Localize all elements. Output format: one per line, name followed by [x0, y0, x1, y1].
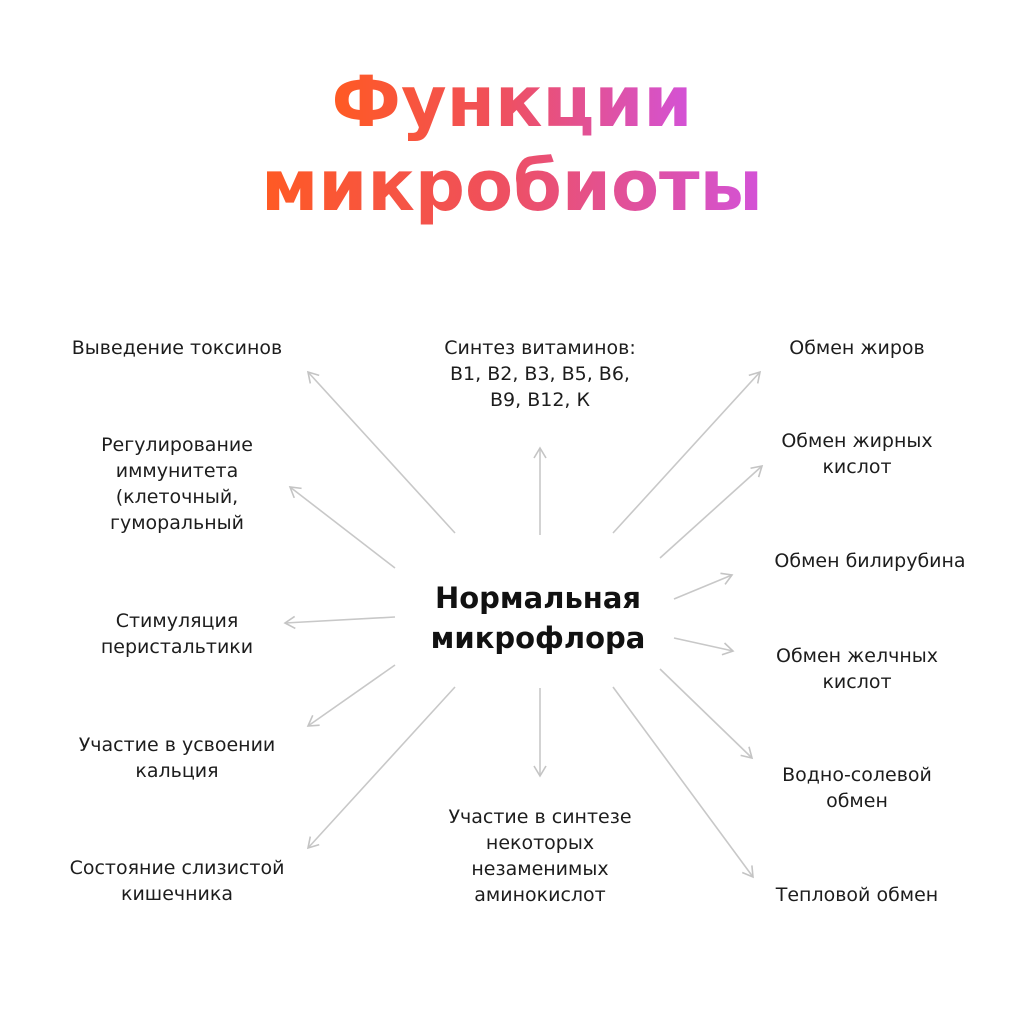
node-bile-acids: Обмен желчных кислот — [775, 645, 938, 693]
node-heat: Тепловой обмен — [775, 884, 939, 906]
node-fatty-acids: Обмен жирных кислот — [781, 430, 933, 478]
node-water-salt: Водно-солевой обмен — [782, 764, 932, 812]
node-immunity: Регулирование иммунитета (клеточный, гуморальный — [101, 434, 253, 534]
node-bilirubin: Обмен билирубина — [774, 550, 966, 572]
node-amino-acids: Участие в синтезе некоторых незаменимых аминокислот — [448, 806, 632, 906]
arrow-peristalsis — [285, 617, 395, 623]
node-toxins: Выведение токсинов — [71, 337, 283, 359]
center-node: Нормальная микрофлора — [430, 581, 646, 655]
node-vitamins: Синтез витаминов: B1, B2, B3, B5, B6, B9, B12, К — [444, 337, 636, 411]
node-peristalsis: Стимуляция перистальтики — [100, 610, 254, 658]
node-calcium: Участие в усвоении кальция — [78, 734, 276, 782]
node-mucosa: Состояние слизистой кишечника — [69, 857, 285, 905]
title-line-2: микробиоты — [261, 145, 763, 227]
arrow-calcium — [308, 665, 395, 726]
node-fats: Обмен жиров — [789, 337, 925, 359]
arrow-immunity — [290, 487, 395, 568]
title-line-1: Функции — [331, 61, 693, 143]
